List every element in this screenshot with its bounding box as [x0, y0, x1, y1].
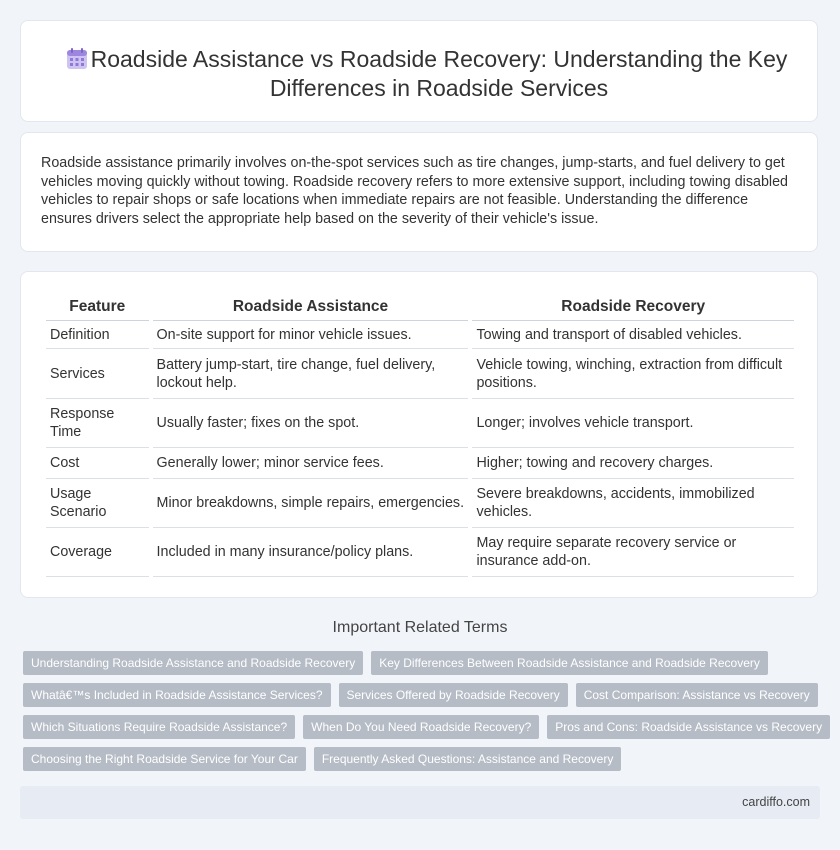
- recovery-cell: May require separate recovery service or insurance add-on.: [472, 528, 794, 577]
- recovery-cell: Higher; towing and recovery charges.: [472, 448, 794, 479]
- table-row: [46, 448, 794, 479]
- table-row: [46, 528, 794, 577]
- comparison-table: [42, 294, 798, 577]
- column-header-recovery: Roadside Recovery: [472, 294, 794, 321]
- related-term-tag[interactable]: Pros and Cons: Roadside Assistance vs Recovery: [547, 715, 830, 739]
- assistance-cell: Included in many insurance/policy plans.: [153, 528, 469, 577]
- title-card: [20, 20, 818, 122]
- intro-paragraph: Roadside assistance primarily involves on-the-spot services such as tire changes, jump-starts, and fuel delivery to get vehicles moving quickly without towing. Roadside recovery refers to more extensive support, including towing disabled vehicles to repair shops or safe locations when immediate repairs are not feasible. Understanding the difference ensures drivers select the appropriate help based on the severity of their vehicle's issue.: [41, 155, 788, 227]
- related-term-tag[interactable]: Services Offered by Roadside Recovery: [339, 683, 568, 707]
- related-term-tag[interactable]: When Do You Need Roadside Recovery?: [303, 715, 539, 739]
- column-header-feature: Feature: [46, 294, 149, 321]
- intro-card: [20, 132, 818, 252]
- recovery-cell: Towing and transport of disabled vehicles.: [472, 321, 794, 349]
- related-term-tag[interactable]: Choosing the Right Roadside Service for Your Car: [23, 747, 306, 771]
- recovery-cell: Severe breakdowns, accidents, immobilized vehicles.: [472, 479, 794, 528]
- assistance-cell: Battery jump-start, tire change, fuel delivery, lockout help.: [153, 349, 469, 399]
- row-label: Response Time: [46, 399, 149, 448]
- assistance-cell: Generally lower; minor service fees.: [153, 448, 469, 479]
- column-header-assistance: Roadside Assistance: [153, 294, 469, 321]
- row-label: Definition: [46, 321, 149, 349]
- table-row: [46, 349, 794, 399]
- row-label: Services: [46, 349, 149, 399]
- table-row: [46, 321, 794, 349]
- recovery-cell: Longer; involves vehicle transport.: [472, 399, 794, 448]
- related-term-tag[interactable]: Frequently Asked Questions: Assistance and Recovery: [314, 747, 622, 771]
- table-row: [46, 399, 794, 448]
- assistance-cell: Usually faster; fixes on the spot.: [153, 399, 469, 448]
- related-term-tag[interactable]: Cost Comparison: Assistance vs Recovery: [576, 683, 818, 707]
- row-label: Coverage: [46, 528, 149, 577]
- assistance-cell: Minor breakdowns, simple repairs, emergencies.: [153, 479, 469, 528]
- table-row: [46, 479, 794, 528]
- assistance-cell: On-site support for minor vehicle issues.: [153, 321, 469, 349]
- site-link[interactable]: cardiffo.com: [742, 795, 810, 809]
- row-label: Usage Scenario: [46, 479, 149, 528]
- row-label: Cost: [46, 448, 149, 479]
- recovery-cell: Vehicle towing, winching, extraction from difficult positions.: [472, 349, 794, 399]
- related-term-tag[interactable]: Key Differences Between Roadside Assistance and Roadside Recovery: [371, 651, 768, 675]
- related-terms-list: [23, 651, 823, 779]
- related-term-tag[interactable]: Understanding Roadside Assistance and Roadside Recovery: [23, 651, 363, 675]
- related-term-tag[interactable]: Whatâ€™s Included in Roadside Assistance Services?: [23, 683, 331, 707]
- comparison-table-card: [20, 271, 818, 598]
- related-term-tag[interactable]: Which Situations Require Roadside Assistance?: [23, 715, 295, 739]
- related-terms-heading: Important Related Terms: [332, 619, 508, 636]
- page-title: Roadside Assistance vs Roadside Recovery: Understanding the Key Differences in Roadside Services: [90, 46, 788, 101]
- table-header-row: [46, 294, 794, 321]
- footer: [20, 786, 820, 819]
